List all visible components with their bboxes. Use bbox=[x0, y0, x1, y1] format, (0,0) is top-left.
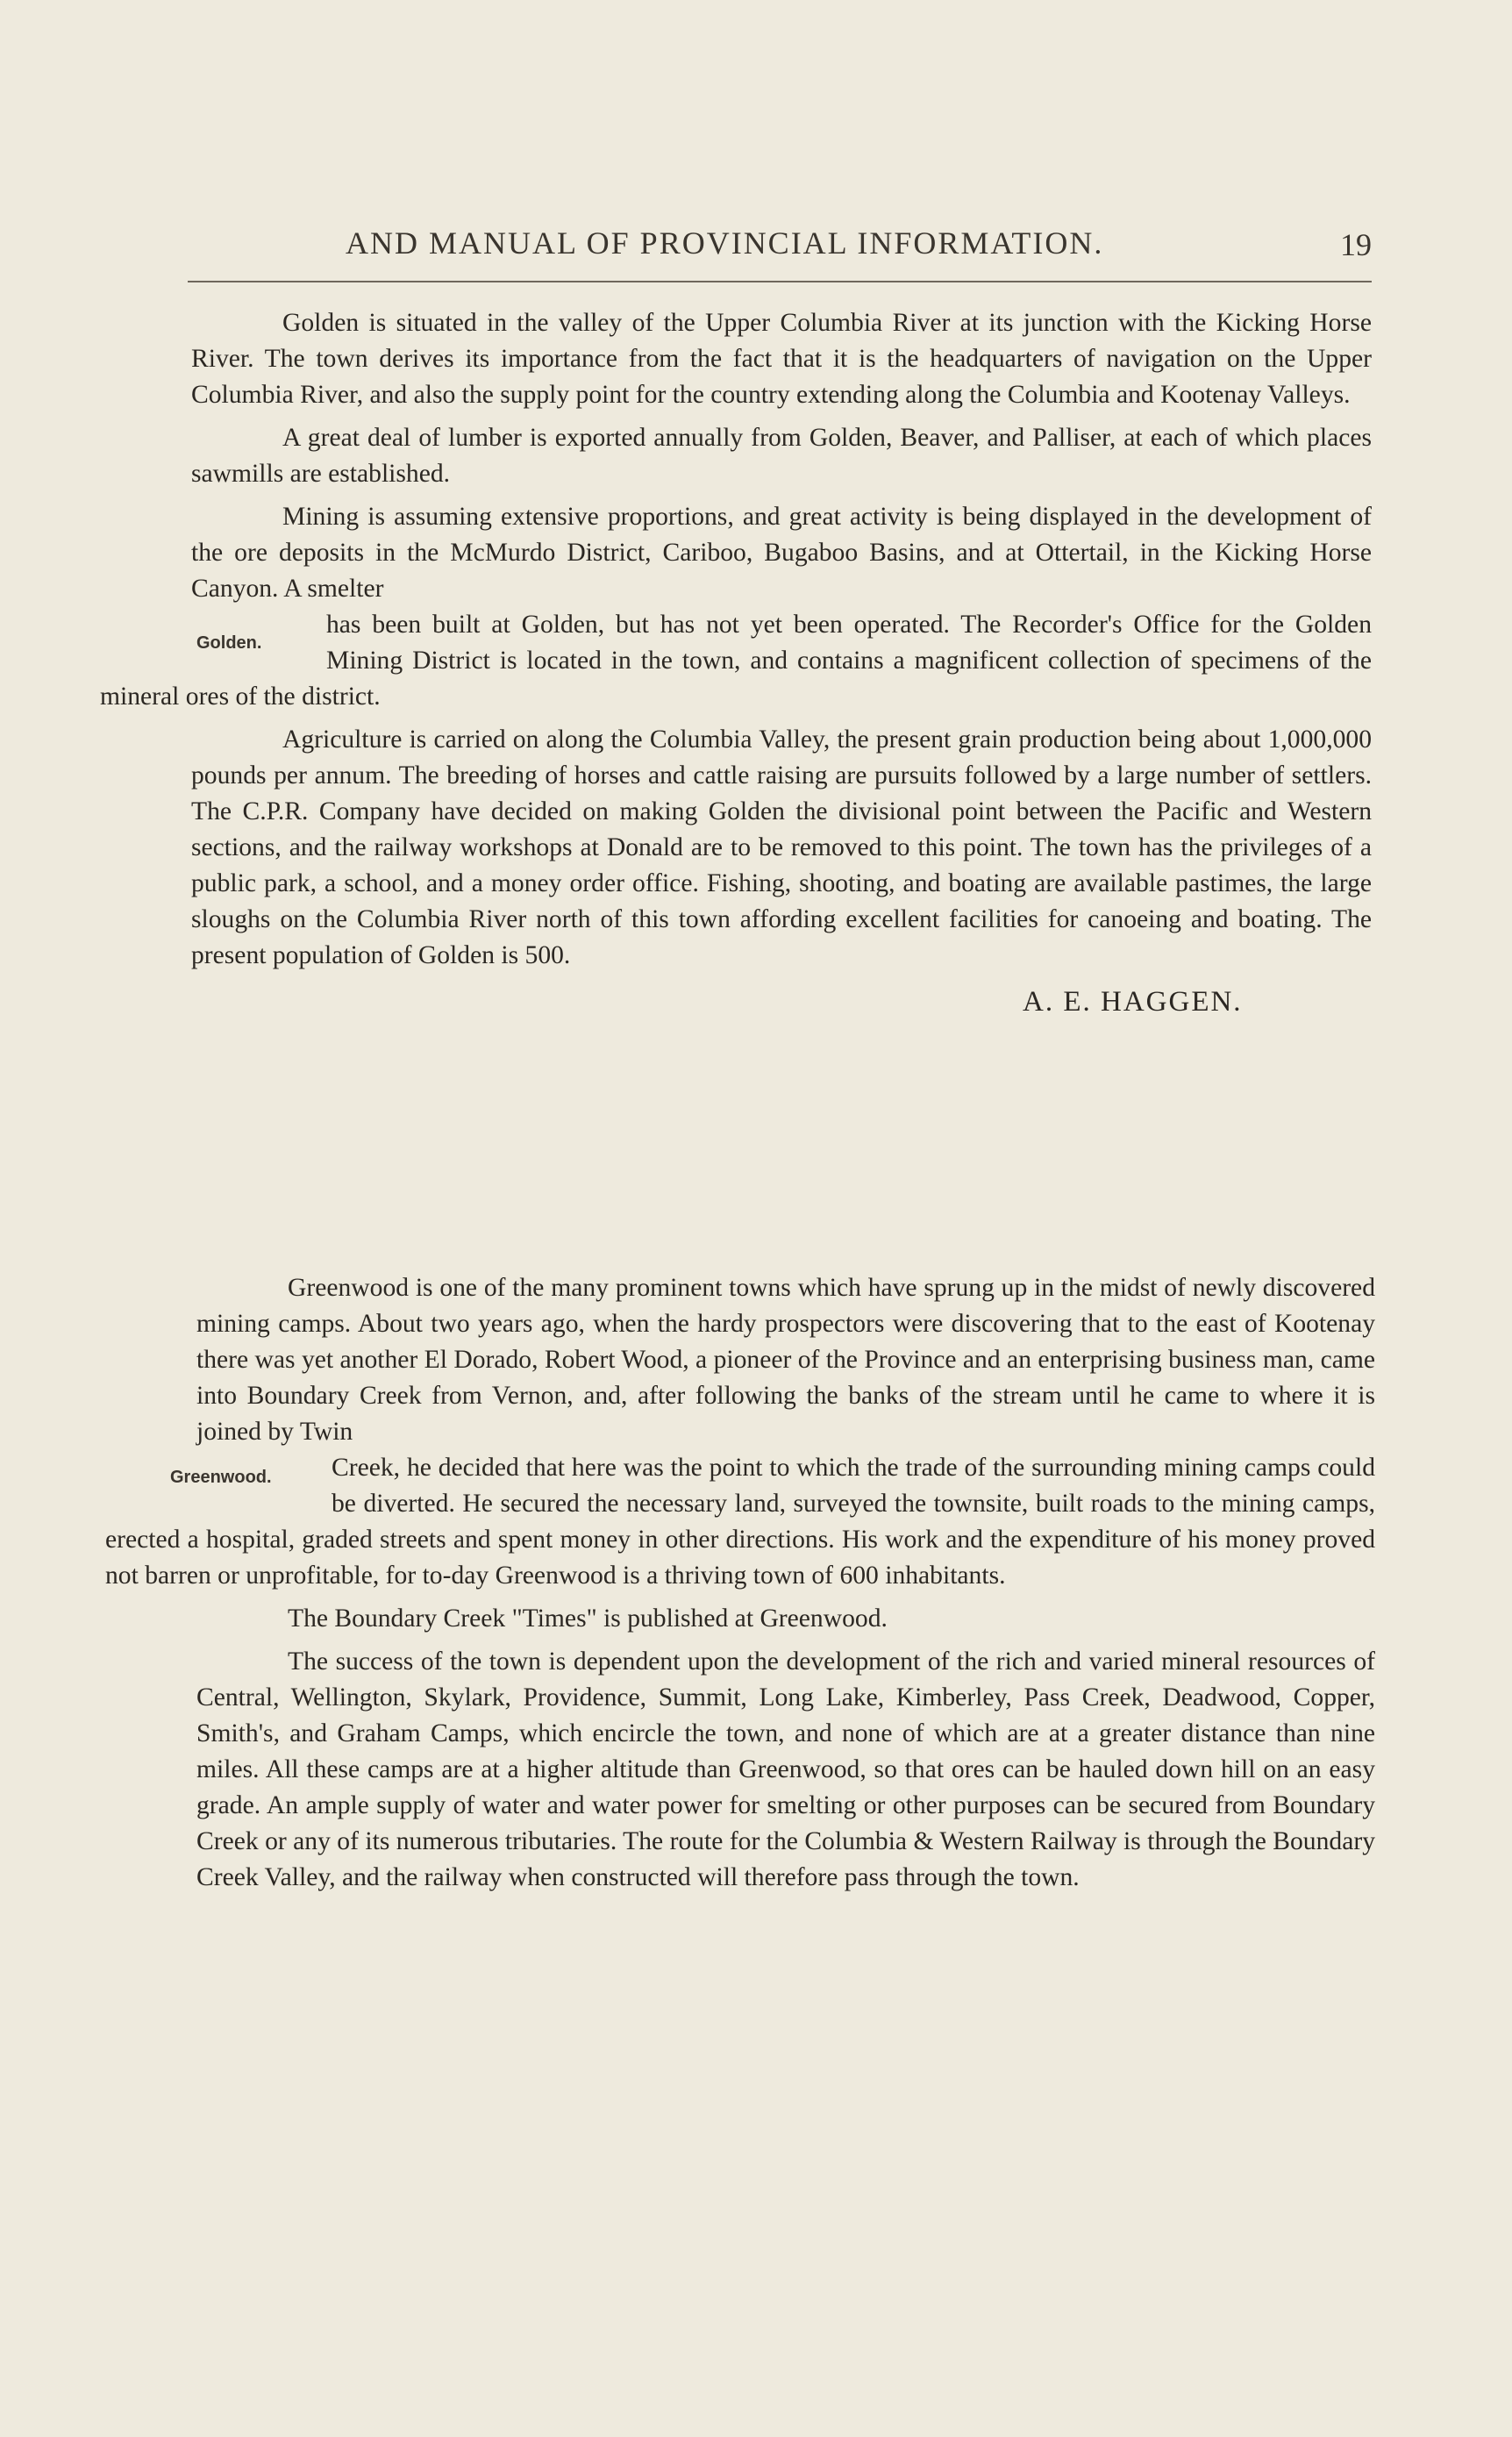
running-head: AND MANUAL OF PROVINCIAL INFORMATION. bbox=[346, 225, 1104, 261]
greenwood-paragraph-2: The Boundary Creek "Times" is published at Greenwood. bbox=[288, 1604, 888, 1633]
greenwood-paragraph-1: Greenwood is one of the many prominent towns which have sprung up in the midst of newly discovered mining camps. About two years ago, when the hardy prospectors were discovering that to the east of Kootenay there was yet another El Dorado, Robert Wood, a pioneer of the Province and an enterprising business man, came into Boundary Creek from Vernon, and, after following the banks of the stream until he came to where it is joined by Twin bbox=[196, 1274, 1376, 1446]
page-header bbox=[188, 225, 1372, 282]
golden-paragraph-3: Mining is assuming extensive proportions, and great activity is being displayed in the development of the ore deposits in the McMurdo District, Cariboo, Bugaboo Basins, and at Ottertail, in the Kicking Horse Canyon. A smelter bbox=[191, 503, 1372, 603]
page-number: 19 bbox=[1340, 227, 1372, 262]
golden-paragraph-4: Agriculture is carried on along the Columbia Valley, the present grain production being about 1,000,000 pounds per annum. The breeding of horses and cattle raising are pursuits followed by a large number of settlers. The C.P.R. Company have decided on making Golden the divisional point between the Pacific and Western sections, and the railway workshops at Donald are to be removed to this point. The town has the privileges of a public park, a school, and a money order office. Fishing, shooting, and boating are available pastimes, the large sloughs on the Columbia River north of this town affording excellent facilities for canoeing and boating. The present population of Golden is 500. bbox=[191, 725, 1372, 969]
greenwood-section bbox=[105, 1270, 1376, 1896]
golden-paragraph-1: Golden is situated in the valley of the Upper Columbia River at its junction with the Kicking Horse River. The town derives its importance from the fact that it is the headquarters of navigation on the Upper Columbia River, and also the supply point for the country extending along the Columbia and Kootenay Valleys. bbox=[191, 309, 1372, 409]
golden-paragraph-2: A great deal of lumber is exported annually from Golden, Beaver, and Palliser, at each of which places sawmills are established. bbox=[191, 424, 1372, 488]
golden-section bbox=[100, 305, 1372, 1018]
signature: A. E. HAGGEN. bbox=[1023, 986, 1243, 1018]
margin-note-greenwood bbox=[105, 1450, 332, 1522]
greenwood-paragraph-3: The success of the town is dependent upon the development of the rich and varied mineral resources of Central, Wellington, Skylark, Providence, Summit, Long Lake, Kimberley, Pass Creek, Deadwood, Copper, Smith's, and Graham Camps, which encircle the town, and none of which are at a greater distance than nine miles. All these camps are at a higher altitude than Greenwood, so that ores can be hauled down hill on an easy grade. An ample supply of water and water power for smelting or other purposes can be secured from Boundary Creek or any of its numerous tributaries. The route for the Columbia & Western Railway is through the Boundary Creek Valley, and the railway when constructed will therefore pass through the town. bbox=[196, 1647, 1375, 1891]
margin-note-golden bbox=[100, 607, 326, 679]
margin-note-golden-label: Golden. bbox=[196, 633, 262, 653]
golden-paragraph-3-continued: has been built at Golden, but has not yet been operated. The Recorder's Office for the Golden Mining District is located in the town, and contains a magnificent collection of specimens of the mineral ores of the district. bbox=[100, 611, 1372, 711]
margin-note-greenwood-label: Greenwood. bbox=[170, 1468, 272, 1487]
golden-margin-block bbox=[100, 607, 1372, 715]
greenwood-paragraph-1-continued: Creek, he decided that here was the point to which the trade of the surrounding mining camps could be diverted. He secured the necessary land, surveyed the townsite, built roads to the mining camps, erected a hospital, graded streets and spent money in other directions. His work and the expenditure of his money proved not barren or unprofitable, for to-day Greenwood is a thriving town of 600 inhabitants. bbox=[105, 1454, 1375, 1590]
greenwood-margin-block bbox=[105, 1450, 1375, 1594]
